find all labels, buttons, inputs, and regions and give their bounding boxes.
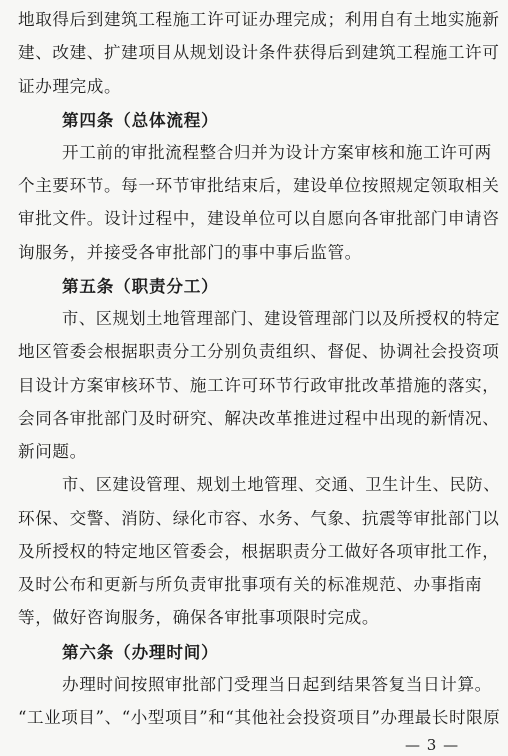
text-line-13: 会同各审批部门及时研究、解决改革推进过程中出现的新情况、 — [18, 408, 500, 428]
text-line-21: 办理时间按照审批部门受理当日起到结果答复当日计算。 — [62, 674, 492, 694]
text-line-7: 审批文件。设计过程中，建设单位可以自愿向各审批部门申请咨 — [18, 209, 500, 229]
text-line-6: 个主要环节。每一环节审批结束后，建设单位按照规定领取相关 — [18, 176, 500, 196]
text-line-12: 目设计方案审核环节、施工许可环节行政审批改革措施的落实， — [18, 375, 500, 395]
text-line-22: “工业项目”、“小型项目”和“其他社会投资项目”办理最长时限原 — [18, 708, 501, 727]
text-line-2: 建、改建、扩建项目从规划设计条件获得后到建筑工程施工许可 — [18, 43, 500, 63]
text-line-5: 开工前的审批流程整合归并为设计方案审核和施工许可两 — [62, 143, 492, 162]
page-number: — 3 — — [405, 736, 460, 754]
text-line-8: 询服务，并接受各审批部门的事中事后监管。 — [18, 242, 362, 262]
text-line-10: 市、区规划土地管理部门、建设管理部门以及所授权的特定 — [62, 309, 501, 329]
text-line-16: 环保、交警、消防、绿化市容、水务、气象、抗震等审批部门以 — [18, 508, 500, 528]
article-4-heading: 第四条（总体流程） — [62, 109, 219, 130]
text-line-15: 市、区建设管理、规划土地管理、交通、卫生计生、民防、 — [62, 475, 501, 495]
article-6-heading: 第六条（办理时间） — [62, 641, 219, 662]
text-line-18: 及时公布和更新与所负责审批事项有关的标准规范、办事指南 — [18, 575, 483, 594]
article-5-heading: 第五条（职责分工） — [62, 275, 219, 296]
text-line-19: 等，做好咨询服务，确保各审批事项限时完成。 — [18, 608, 380, 628]
text-line-3: 证办理完成。 — [18, 76, 122, 96]
text-line-1: 地取得后到建筑工程施工许可证办理完成；利用自有土地实施新 — [18, 10, 500, 29]
text-line-17: 及所授权的特定地区管委会，根据职责分工做好各项审批工作， — [18, 541, 500, 561]
text-line-14: 新问题。 — [18, 442, 87, 462]
text-line-11: 地区管委会根据职责分工分别负责组织、督促、协调社会投资项 — [18, 342, 500, 362]
